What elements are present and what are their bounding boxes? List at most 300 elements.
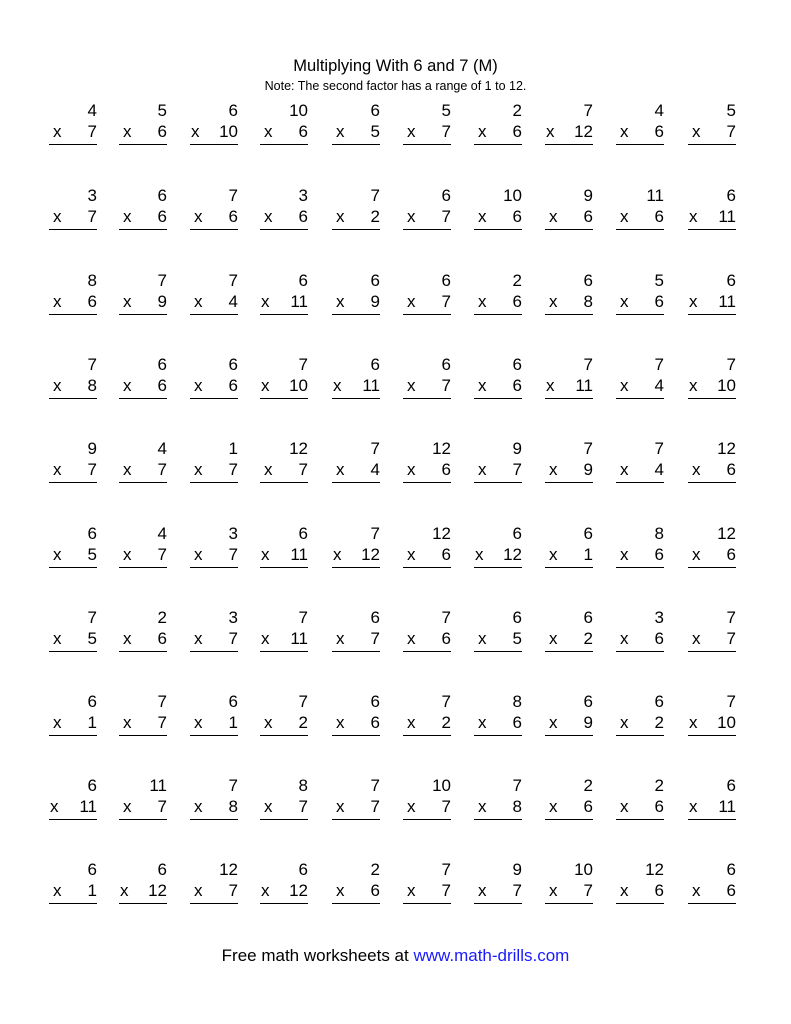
second-factor: 7 [87, 207, 97, 226]
second-factor: 6 [228, 207, 238, 226]
second-factor-row [119, 376, 167, 399]
second-factor: 7 [157, 797, 167, 816]
second-factor: 1 [87, 881, 97, 900]
problem [190, 186, 238, 234]
first-factor: 7 [654, 439, 664, 458]
first-factor: 12 [432, 524, 451, 543]
first-factor: 10 [574, 860, 593, 879]
second-factor-row [403, 881, 451, 904]
second-factor: 2 [441, 713, 451, 732]
second-factor: 6 [654, 797, 664, 816]
problem [403, 524, 451, 572]
second-factor-row [474, 292, 522, 315]
problem [403, 186, 451, 234]
first-factor: 6 [87, 776, 97, 795]
first-factor: 3 [654, 608, 664, 627]
problem [688, 186, 736, 234]
second-factor: 10 [717, 376, 736, 395]
second-factor: 5 [87, 629, 97, 648]
second-factor-row [688, 376, 736, 399]
second-factor-row [190, 292, 238, 315]
problem [688, 524, 736, 572]
multiply-operator: x [620, 122, 629, 141]
second-factor: 6 [726, 460, 736, 479]
second-factor: 7 [512, 881, 522, 900]
second-factor: 11 [575, 376, 593, 395]
first-factor: 7 [370, 186, 380, 205]
second-factor: 7 [228, 629, 238, 648]
second-factor-row [119, 292, 167, 315]
multiply-operator: x [692, 122, 701, 141]
first-factor: 2 [512, 271, 522, 290]
problem [474, 608, 522, 656]
first-factor: 2 [583, 776, 593, 795]
first-factor: 12 [432, 439, 451, 458]
second-factor-row [119, 122, 167, 145]
first-factor: 3 [298, 186, 308, 205]
second-factor-row [545, 376, 593, 399]
problem [332, 271, 380, 319]
problem [616, 271, 664, 319]
second-factor: 7 [726, 629, 736, 648]
problem [260, 692, 308, 740]
second-factor: 6 [441, 460, 451, 479]
problem [545, 692, 593, 740]
multiply-operator: x [264, 122, 273, 141]
second-factor: 6 [370, 881, 380, 900]
problem [616, 692, 664, 740]
multiply-operator: x [689, 376, 698, 395]
problem [260, 776, 308, 824]
problem [545, 101, 593, 149]
second-factor-row [688, 629, 736, 652]
first-factor: 8 [298, 776, 308, 795]
second-factor: 8 [228, 797, 238, 816]
multiply-operator: x [692, 629, 701, 648]
second-factor-row [474, 881, 522, 904]
second-factor: 7 [228, 545, 238, 564]
multiply-operator: x [261, 292, 270, 311]
first-factor: 6 [583, 692, 593, 711]
second-factor-row [190, 376, 238, 399]
second-factor-row [688, 797, 736, 820]
first-factor: 6 [157, 860, 167, 879]
multiply-operator: x [264, 713, 273, 732]
problem [260, 186, 308, 234]
first-factor: 6 [583, 271, 593, 290]
multiply-operator: x [53, 545, 62, 564]
second-factor-row [260, 713, 308, 736]
second-factor: 4 [654, 460, 664, 479]
problem [119, 860, 167, 908]
first-factor: 3 [228, 524, 238, 543]
second-factor-row [332, 797, 380, 820]
first-factor: 6 [583, 524, 593, 543]
second-factor-row [688, 545, 736, 568]
multiply-operator: x [549, 292, 558, 311]
second-factor-row [545, 881, 593, 904]
multiply-operator: x [120, 881, 129, 900]
multiply-operator: x [549, 629, 558, 648]
second-factor: 6 [441, 545, 451, 564]
first-factor: 7 [370, 524, 380, 543]
first-factor: 3 [228, 608, 238, 627]
second-factor: 6 [157, 122, 167, 141]
multiply-operator: x [407, 460, 416, 479]
problem [616, 608, 664, 656]
first-factor: 5 [654, 271, 664, 290]
first-factor: 7 [298, 692, 308, 711]
second-factor-row [332, 292, 380, 315]
second-factor: 6 [583, 797, 593, 816]
second-factor-row [688, 460, 736, 483]
problem [688, 776, 736, 824]
first-factor: 6 [512, 608, 522, 627]
second-factor-row [119, 460, 167, 483]
multiply-operator: x [549, 713, 558, 732]
problem [403, 355, 451, 403]
problem [190, 776, 238, 824]
first-factor: 11 [149, 776, 167, 795]
problem [688, 439, 736, 487]
first-factor: 4 [157, 439, 167, 458]
second-factor: 5 [87, 545, 97, 564]
multiply-operator: x [407, 122, 416, 141]
multiply-operator: x [549, 797, 558, 816]
second-factor: 7 [370, 797, 380, 816]
second-factor: 6 [512, 122, 522, 141]
second-factor: 10 [289, 376, 308, 395]
problem [545, 860, 593, 908]
multiply-operator: x [194, 207, 203, 226]
first-factor: 7 [583, 355, 593, 374]
problem [616, 524, 664, 572]
multiply-operator: x [53, 881, 62, 900]
second-factor: 7 [512, 460, 522, 479]
problem [260, 439, 308, 487]
problem [49, 186, 97, 234]
second-factor-row [332, 881, 380, 904]
first-factor: 7 [583, 439, 593, 458]
problem [474, 439, 522, 487]
problem [616, 101, 664, 149]
second-factor: 11 [718, 292, 736, 311]
problem [119, 608, 167, 656]
first-factor: 7 [370, 439, 380, 458]
first-factor: 6 [157, 355, 167, 374]
second-factor-row [403, 122, 451, 145]
first-factor: 2 [157, 608, 167, 627]
second-factor: 11 [290, 292, 308, 311]
second-factor-row [260, 207, 308, 230]
first-factor: 6 [441, 355, 451, 374]
first-factor: 12 [717, 439, 736, 458]
multiply-operator: x [692, 545, 701, 564]
second-factor-row [474, 460, 522, 483]
second-factor-row [260, 122, 308, 145]
second-factor: 6 [726, 881, 736, 900]
second-factor-row [403, 629, 451, 652]
second-factor-row [616, 629, 664, 652]
multiply-operator: x [123, 292, 132, 311]
second-factor-row [545, 713, 593, 736]
problem [190, 608, 238, 656]
second-factor: 7 [583, 881, 593, 900]
problem [49, 608, 97, 656]
second-factor: 10 [219, 122, 238, 141]
second-factor: 6 [654, 292, 664, 311]
multiply-operator: x [692, 460, 701, 479]
multiply-operator: x [336, 207, 345, 226]
second-factor-row [332, 713, 380, 736]
first-factor: 6 [726, 860, 736, 879]
second-factor-row [474, 545, 522, 568]
second-factor: 6 [654, 881, 664, 900]
second-factor: 6 [654, 122, 664, 141]
first-factor: 8 [654, 524, 664, 543]
problem [545, 355, 593, 403]
second-factor-row [403, 460, 451, 483]
first-factor: 7 [726, 355, 736, 374]
first-factor: 6 [228, 101, 238, 120]
multiply-operator: x [478, 460, 487, 479]
second-factor-row [49, 122, 97, 145]
problem [49, 101, 97, 149]
multiply-operator: x [123, 797, 132, 816]
multiply-operator: x [407, 207, 416, 226]
problem [616, 776, 664, 824]
second-factor-row [616, 713, 664, 736]
first-factor: 7 [654, 355, 664, 374]
multiply-operator: x [53, 207, 62, 226]
multiply-operator: x [407, 881, 416, 900]
problem [688, 355, 736, 403]
problem [474, 776, 522, 824]
second-factor-row [119, 797, 167, 820]
second-factor-row [190, 881, 238, 904]
second-factor: 11 [290, 629, 308, 648]
problem [260, 101, 308, 149]
problem [190, 101, 238, 149]
first-factor: 2 [512, 101, 522, 120]
second-factor-row [332, 376, 380, 399]
problem [260, 271, 308, 319]
second-factor-row [260, 545, 308, 568]
problem [332, 524, 380, 572]
second-factor-row [190, 713, 238, 736]
multiply-operator: x [620, 207, 629, 226]
first-factor: 7 [726, 692, 736, 711]
second-factor: 6 [298, 207, 308, 226]
problem [190, 860, 238, 908]
multiply-operator: x [264, 207, 273, 226]
footer-link[interactable]: www.math-drills.com [413, 946, 570, 965]
multiply-operator: x [546, 376, 555, 395]
second-factor: 2 [298, 713, 308, 732]
second-factor-row [616, 460, 664, 483]
problem [616, 439, 664, 487]
second-factor-row [545, 122, 593, 145]
first-factor: 8 [512, 692, 522, 711]
first-factor: 12 [289, 439, 308, 458]
problem [403, 692, 451, 740]
multiply-operator: x [549, 881, 558, 900]
problem [332, 860, 380, 908]
second-factor-row [190, 460, 238, 483]
second-factor-row [688, 713, 736, 736]
second-factor: 1 [87, 713, 97, 732]
multiply-operator: x [620, 292, 629, 311]
second-factor: 4 [228, 292, 238, 311]
first-factor: 6 [370, 101, 380, 120]
first-factor: 9 [87, 439, 97, 458]
second-factor: 6 [512, 207, 522, 226]
second-factor-row [332, 460, 380, 483]
multiply-operator: x [194, 713, 203, 732]
second-factor: 9 [157, 292, 167, 311]
first-factor: 7 [298, 355, 308, 374]
second-factor-row [119, 629, 167, 652]
second-factor: 11 [718, 797, 736, 816]
second-factor-row [474, 122, 522, 145]
multiply-operator: x [53, 460, 62, 479]
first-factor: 10 [503, 186, 522, 205]
multiply-operator: x [264, 460, 273, 479]
first-factor: 3 [87, 186, 97, 205]
problem [260, 524, 308, 572]
first-factor: 7 [441, 860, 451, 879]
multiply-operator: x [689, 207, 698, 226]
problem [49, 439, 97, 487]
problem [119, 439, 167, 487]
first-factor: 6 [87, 524, 97, 543]
multiply-operator: x [53, 376, 62, 395]
footer [0, 946, 791, 966]
multiply-operator: x [194, 881, 203, 900]
problem [688, 860, 736, 908]
second-factor-row [49, 545, 97, 568]
first-factor: 12 [717, 524, 736, 543]
second-factor: 7 [441, 376, 451, 395]
first-factor: 6 [726, 271, 736, 290]
second-factor-row [616, 376, 664, 399]
first-factor: 4 [654, 101, 664, 120]
first-factor: 6 [512, 524, 522, 543]
multiply-operator: x [478, 122, 487, 141]
problem [688, 692, 736, 740]
multiply-operator: x [336, 881, 345, 900]
second-factor-row [260, 292, 308, 315]
second-factor: 8 [512, 797, 522, 816]
first-factor: 7 [298, 608, 308, 627]
first-factor: 9 [583, 186, 593, 205]
first-factor: 4 [87, 101, 97, 120]
problem [119, 776, 167, 824]
second-factor: 5 [370, 122, 380, 141]
problem [545, 608, 593, 656]
second-factor-row [616, 122, 664, 145]
multiply-operator: x [478, 713, 487, 732]
multiply-operator: x [123, 376, 132, 395]
second-factor: 9 [583, 460, 593, 479]
second-factor: 12 [148, 881, 167, 900]
second-factor: 7 [228, 460, 238, 479]
second-factor: 7 [726, 122, 736, 141]
multiply-operator: x [689, 797, 698, 816]
problem [545, 186, 593, 234]
second-factor-row [49, 376, 97, 399]
second-factor-row [119, 881, 167, 904]
second-factor: 2 [370, 207, 380, 226]
first-factor: 6 [370, 271, 380, 290]
multiply-operator: x [336, 292, 345, 311]
second-factor-row [474, 376, 522, 399]
problem [332, 101, 380, 149]
second-factor: 10 [717, 713, 736, 732]
problem [119, 271, 167, 319]
multiply-operator: x [194, 797, 203, 816]
second-factor: 7 [228, 881, 238, 900]
multiply-operator: x [333, 376, 342, 395]
problem [474, 524, 522, 572]
second-factor: 12 [574, 122, 593, 141]
second-factor: 12 [361, 545, 380, 564]
first-factor: 7 [583, 101, 593, 120]
first-factor: 7 [441, 608, 451, 627]
problem [545, 524, 593, 572]
multiply-operator: x [123, 207, 132, 226]
first-factor: 6 [298, 524, 308, 543]
problem [616, 355, 664, 403]
second-factor: 6 [583, 207, 593, 226]
problem [332, 439, 380, 487]
problem [403, 101, 451, 149]
second-factor-row [474, 797, 522, 820]
second-factor: 6 [157, 207, 167, 226]
first-factor: 6 [370, 355, 380, 374]
first-factor: 7 [228, 776, 238, 795]
multiply-operator: x [407, 629, 416, 648]
first-factor: 7 [157, 271, 167, 290]
problem [545, 439, 593, 487]
multiply-operator: x [692, 881, 701, 900]
multiply-operator: x [478, 797, 487, 816]
problem [260, 355, 308, 403]
second-factor-row [616, 881, 664, 904]
second-factor-row [545, 545, 593, 568]
problem [119, 186, 167, 234]
second-factor-row [49, 460, 97, 483]
multiply-operator: x [53, 292, 62, 311]
second-factor: 6 [512, 292, 522, 311]
first-factor: 6 [512, 355, 522, 374]
second-factor-row [260, 797, 308, 820]
first-factor: 12 [645, 860, 664, 879]
multiply-operator: x [689, 292, 698, 311]
multiply-operator: x [264, 797, 273, 816]
second-factor-row [119, 713, 167, 736]
second-factor-row [260, 881, 308, 904]
second-factor: 8 [583, 292, 593, 311]
problem [49, 524, 97, 572]
second-factor: 1 [583, 545, 593, 564]
multiply-operator: x [194, 292, 203, 311]
first-factor: 2 [654, 776, 664, 795]
second-factor-row [332, 207, 380, 230]
multiply-operator: x [478, 881, 487, 900]
second-factor-row [474, 713, 522, 736]
problem [616, 860, 664, 908]
